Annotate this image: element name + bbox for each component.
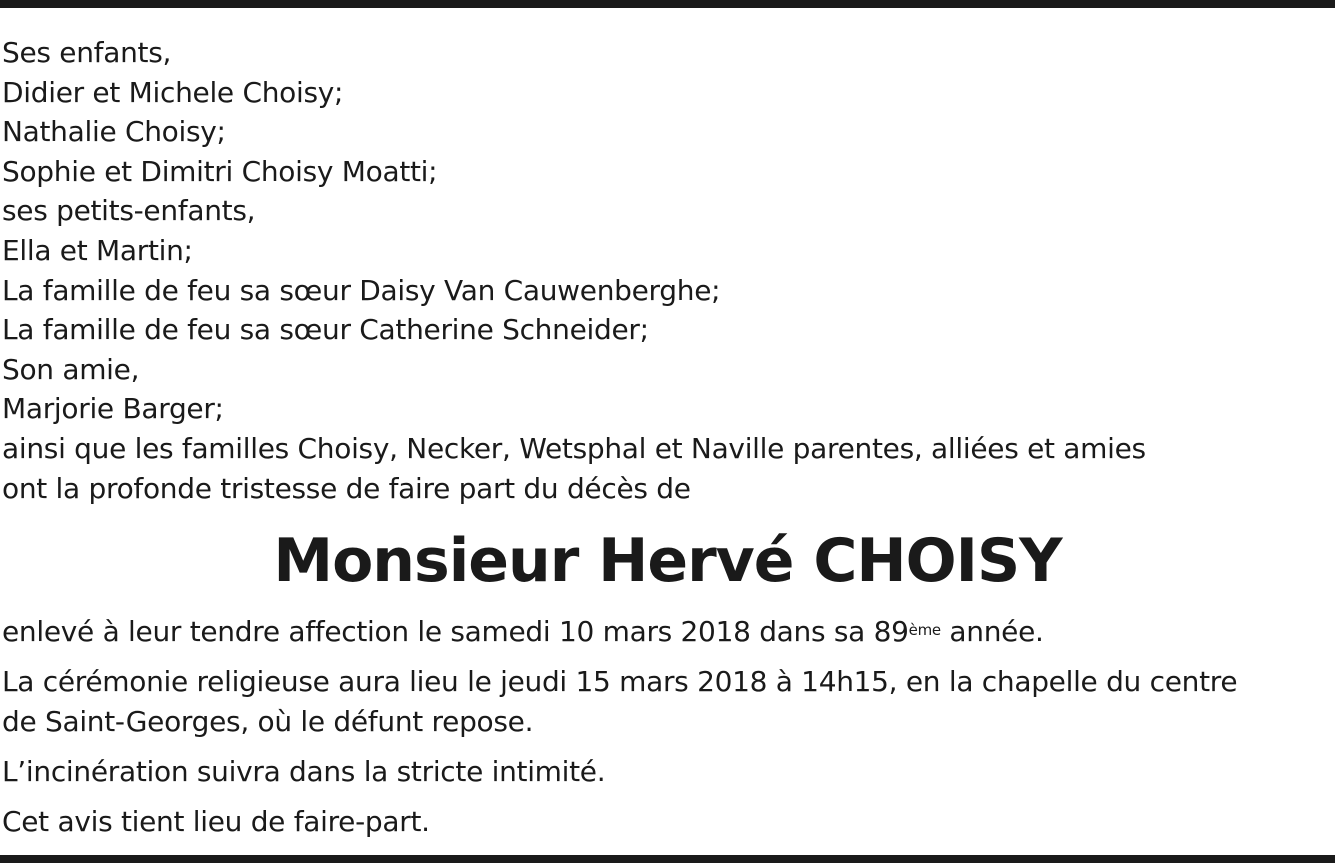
closing-note: Cet avis tient lieu de faire-part. [2, 805, 430, 838]
ceremony-line: La cérémonie religieuse aura lieu le jeudi 15 mars 2018 à 14h15, en la chapelle du centre [2, 665, 1238, 698]
death-notice-text: enlevé à leur tendre affection le samedi 10 mars 2018 dans sa 89 [2, 615, 909, 648]
family-line: Ses enfants, [2, 36, 172, 69]
family-line: La famille de feu sa sœur Catherine Schneider; [2, 313, 649, 347]
family-line: ont la profonde tristesse de faire part du décès de [2, 471, 691, 505]
ordinal-suffix: ème [908, 621, 941, 639]
family-line: Marjorie Barger; [2, 392, 224, 426]
family-line: Ella et Martin; [2, 233, 193, 267]
family-line: ainsi que les familles Choisy, Necker, Wetsphal et Naville parentes, alliées et amies [2, 431, 1146, 465]
family-line: Nathalie Choisy; [2, 115, 226, 149]
family-list [2, 33, 1146, 508]
family-line: Didier et Michele Choisy; [2, 75, 344, 109]
family-line: Sophie et Dimitri Choisy Moatti; [2, 154, 438, 188]
ceremony-info [2, 662, 1237, 742]
family-line: La famille de feu sa sœur Daisy Van Cauwenberghe; [2, 273, 721, 307]
death-notice [2, 612, 1237, 652]
family-line: Son amie, [2, 352, 140, 386]
deceased-name: Monsieur Hervé CHOISY [273, 526, 1062, 596]
family-line: ses petits-enfants, [2, 194, 256, 228]
top-rule [0, 0, 1335, 8]
ceremony-line: de Saint-Georges, où le défunt repose. [2, 705, 534, 738]
death-notice-end: année. [940, 615, 1044, 648]
notice-details [2, 612, 1237, 852]
bottom-rule [0, 855, 1335, 863]
incineration-info: L’incinération suivra dans la stricte intimité. [2, 755, 606, 788]
